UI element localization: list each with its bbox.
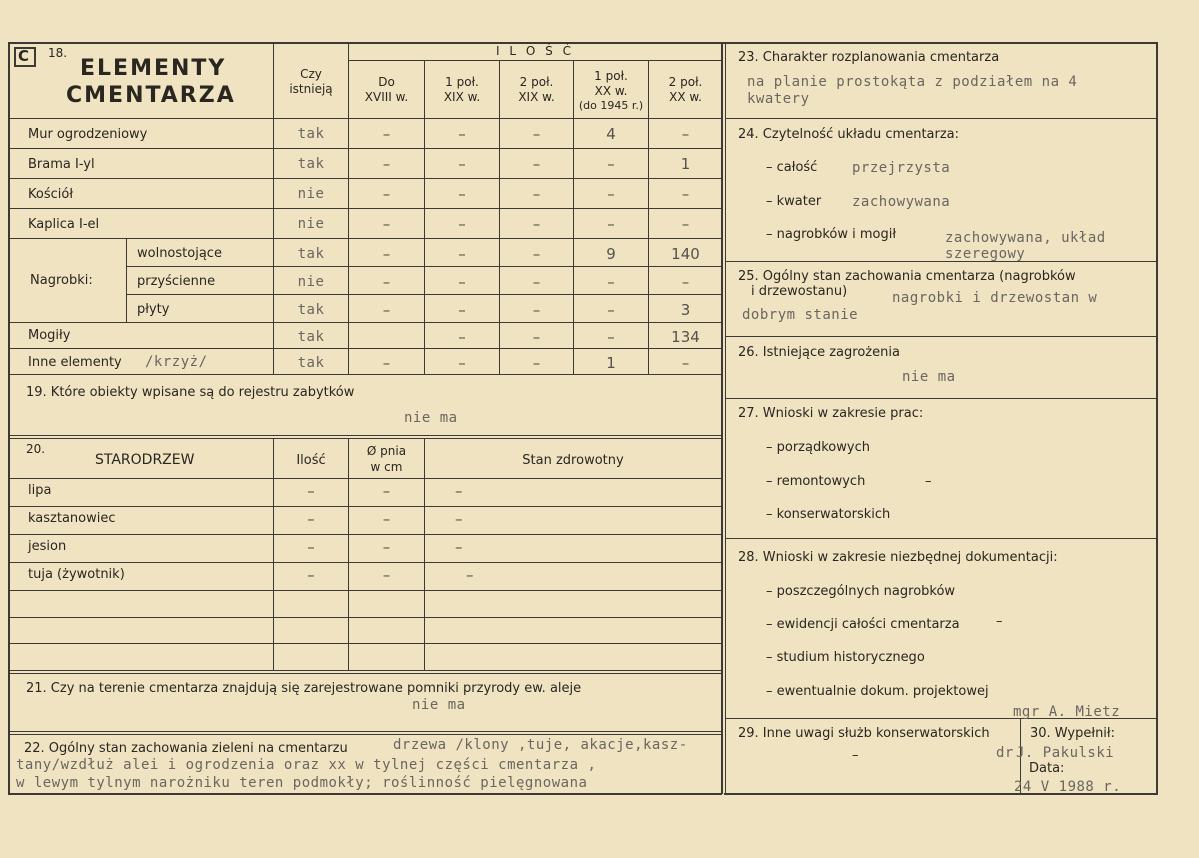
row-label-przyscienne: przyścienne: [137, 274, 216, 289]
period-header-l2: XIX w.: [518, 90, 555, 104]
tree-pien-value: –: [382, 482, 391, 500]
row-period-value: –: [458, 215, 466, 233]
row-czy-value: nie: [297, 216, 325, 232]
col-pien-header-l1: Ø pnia: [366, 444, 407, 458]
section-20-title: STARODRZEW: [95, 452, 195, 468]
s28-ewidencji-value: –: [996, 614, 1003, 629]
section-18-title-line2: CMENTARZA: [66, 83, 236, 108]
tree-pien-value: –: [382, 538, 391, 556]
row-period-value: –: [532, 215, 541, 233]
row-czy-value: tak: [297, 246, 325, 262]
tree-ilosc-value: –: [307, 538, 315, 556]
row-czy-value: tak: [297, 355, 325, 371]
corner-letter: C: [18, 47, 30, 65]
row-period-value: –: [382, 125, 391, 143]
row-period-value: –: [607, 273, 615, 291]
row-period-value: 3: [680, 301, 691, 319]
row-czy-value: tak: [297, 156, 325, 172]
s25-value2: dobrym stanie: [742, 307, 859, 323]
row-period-value: –: [532, 273, 541, 291]
row-label-brama: Brama I-yl: [28, 157, 95, 172]
row-period-value: –: [382, 215, 391, 233]
tree-ilosc-value: –: [307, 482, 315, 500]
row-period-value: 1: [606, 354, 616, 372]
period-header-l2: XX w.: [594, 84, 628, 98]
czy-header-line1: Czy: [300, 67, 322, 81]
tree-name: tuja (żywotnik): [28, 567, 125, 582]
s30-label: 30. Wypełnił:: [1030, 726, 1115, 741]
s30-data-label: Data:: [1029, 761, 1065, 776]
tree-ilosc-value: –: [307, 510, 315, 528]
s26-value: nie ma: [902, 369, 956, 385]
row-czy-value: tak: [297, 302, 325, 318]
s24-nagrobkow-value2: szeregowy: [945, 246, 1026, 262]
row-label-plyty: płyty: [137, 302, 170, 317]
s27-label: 27. Wnioski w zakresie prac:: [738, 406, 924, 421]
row-period-value: –: [532, 185, 541, 203]
row-period-value: –: [532, 245, 541, 263]
tree-stan-value: –: [455, 510, 463, 528]
col-pien-header-l2: w cm: [370, 460, 403, 474]
row-period-value: –: [382, 155, 391, 173]
row-period-value: –: [607, 328, 615, 346]
row-period-value: 140: [671, 245, 700, 263]
tree-name: lipa: [28, 483, 52, 498]
row-period-value: –: [607, 185, 615, 203]
s30-name: J. Pakulski: [1016, 745, 1115, 761]
tree-name: jesion: [28, 539, 67, 554]
period-header-l1: Do: [378, 75, 395, 89]
period-header-l3: (do 1945 r.): [578, 99, 644, 112]
row-period-value: –: [681, 215, 690, 233]
period-header-l1: 1 poł.: [445, 75, 479, 89]
s29-label: 29. Inne uwagi służb konserwatorskich: [738, 726, 990, 741]
row-period-value: –: [458, 354, 466, 372]
row-czy-value: tak: [297, 329, 325, 345]
tree-stan-value: –: [455, 482, 463, 500]
s24-kwater: – kwater: [766, 194, 822, 209]
row-czy-value: tak: [297, 126, 325, 142]
row-period-value: –: [607, 215, 615, 233]
section-22-line3: w lewym tylnym narożniku teren podmokły; roślinność pielęgnowana: [16, 775, 588, 791]
tree-pien-value: –: [382, 510, 391, 528]
s27-item: – porządkowych: [766, 440, 870, 455]
s24-label: 24. Czytelność układu cmentarza:: [738, 127, 960, 142]
s29-dr: dr: [996, 745, 1014, 761]
row-period-value: –: [607, 301, 615, 319]
row-label-nagrobki: Nagrobki:: [30, 273, 93, 288]
period-header-l2: XVIII w.: [364, 90, 409, 104]
row-period-value: –: [532, 354, 541, 372]
row-period-value: –: [681, 273, 690, 291]
row-label-inne: Inne elementy: [28, 355, 122, 370]
section-19-label: 19. Które obiekty wpisane są do rejestru zabytków: [26, 385, 355, 400]
s24-kwater-value: zachowywana: [852, 194, 951, 210]
s27-item: – remontowych: [766, 474, 866, 489]
col-stan-header: Stan zdrowotny: [522, 453, 624, 468]
row-period-value: –: [458, 125, 466, 143]
section-18-number: 18.: [48, 46, 68, 60]
row-period-value: –: [458, 301, 466, 319]
row-label-wolnostojace: wolnostojące: [137, 246, 222, 261]
tree-stan-value: –: [466, 566, 474, 584]
row-period-value: –: [681, 125, 690, 143]
s28-item: – poszczególnych nagrobków: [766, 584, 956, 599]
s26-label: 26. Istniejące zagrożenia: [738, 345, 900, 360]
row-period-value: –: [607, 155, 615, 173]
s25-value1: nagrobki i drzewostan w: [892, 290, 1098, 306]
row-period-value: 1: [680, 155, 691, 173]
s28-item: – ewentualnie dokum. projektowej: [766, 684, 989, 699]
row-period-value: –: [532, 125, 541, 143]
period-header-l1: 1 poł.: [594, 69, 628, 83]
czy-header-line2: istnieją: [289, 82, 333, 96]
s28-signature: mgr A. Mietz: [1013, 704, 1121, 720]
s28-item: – ewidencji całości cmentarza: [766, 617, 960, 632]
period-header-l2: XIX w.: [443, 90, 481, 104]
section-22-label: 22. Ogólny stan zachowania zieleni na cmentarzu: [24, 741, 348, 756]
row-period-value: –: [458, 328, 466, 346]
s24-nagrobkow-value1: zachowywana, układ: [945, 230, 1106, 246]
row-period-value: –: [458, 245, 466, 263]
section-18-title-line1: ELEMENTY: [80, 56, 227, 81]
row-period-value: –: [532, 328, 541, 346]
s23-line2: kwatery: [747, 91, 810, 107]
row-period-value: –: [532, 301, 541, 319]
row-period-value: –: [458, 185, 466, 203]
s25-label1: 25. Ogólny stan zachowania cmentarza (nagrobków: [738, 269, 1076, 284]
tree-ilosc-value: –: [307, 566, 315, 584]
period-header-l2: XX w.: [669, 90, 702, 104]
section-21-label: 21. Czy na terenie cmentarza znajdują się zarejestrowane pomniki przyrody ew. aleje: [26, 681, 582, 696]
row-czy-value: nie: [297, 274, 325, 290]
row-period-value: –: [532, 155, 541, 173]
row-label-kosciol: Kościół: [28, 187, 74, 202]
s30-date: 24 V 1988 r.: [1014, 779, 1122, 795]
row-period-value: –: [681, 354, 690, 372]
s25-label2: i drzewostanu): [751, 284, 848, 299]
row-label-kaplica: Kaplica I-el: [28, 217, 100, 232]
section-20-number: 20.: [26, 442, 46, 456]
row-period-value: –: [382, 185, 391, 203]
s28-item: – studium historycznego: [766, 650, 925, 665]
col-ilosc-header: Ilość: [296, 453, 326, 468]
s24-nagrobkow: – nagrobków i mogił: [766, 227, 897, 242]
row-period-value: 4: [606, 125, 616, 143]
ilosc-header: I L O Ś Ć: [496, 44, 574, 58]
row-label-mogily: Mogiły: [28, 328, 71, 343]
row-label-mur: Mur ogrodzeniowy: [28, 127, 148, 142]
row-period-value: –: [681, 185, 690, 203]
section-22-line2: tany/wzdłuż alei i ogrodzenia oraz xx w tylnej części cmentarza ,: [16, 757, 597, 773]
row-period-value: –: [382, 301, 391, 319]
section-21-value: nie ma: [412, 697, 466, 713]
row-period-value: –: [382, 245, 391, 263]
row-period-value: 134: [671, 328, 700, 346]
section-22-line1: drzewa /klony ,tuje, akacje,kasz-: [393, 737, 688, 753]
section-19-value: nie ma: [404, 410, 458, 426]
period-header-l1: 2 poł.: [668, 75, 703, 89]
s29-value: –: [852, 748, 859, 763]
s24-calosc-value: przejrzysta: [852, 160, 951, 176]
row-period-value: –: [382, 354, 391, 372]
s27-remontowych-value: –: [925, 474, 932, 489]
s23-line1: na planie prostokąta z podziałem na 4: [747, 74, 1078, 90]
row-period-value: –: [458, 273, 466, 291]
tree-stan-value: –: [455, 538, 463, 556]
tree-pien-value: –: [382, 566, 391, 584]
s27-item: – konserwatorskich: [766, 507, 891, 522]
row-czy-value: nie: [297, 186, 325, 202]
s28-label: 28. Wnioski w zakresie niezbędnej dokumentacji:: [738, 550, 1058, 565]
row-period-value: –: [458, 155, 466, 173]
period-header-l1: 2 poł.: [519, 75, 554, 89]
tree-name: kasztanowiec: [28, 511, 116, 526]
s24-calosc: – całość: [766, 160, 818, 175]
row-period-value: –: [382, 273, 391, 291]
s23-label: 23. Charakter rozplanowania cmentarza: [738, 50, 1000, 65]
row-period-value: 9: [606, 245, 616, 263]
row-inne-written: /krzyż/: [145, 354, 208, 370]
